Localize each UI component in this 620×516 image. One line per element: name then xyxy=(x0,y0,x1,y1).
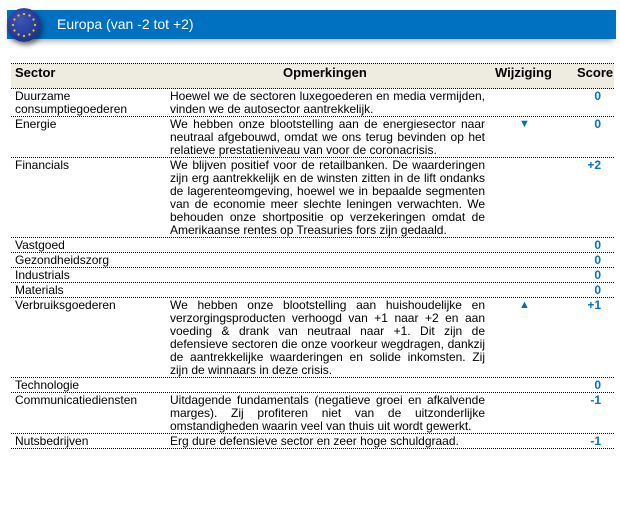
remarks-cell xyxy=(170,238,485,252)
eu-star-icon xyxy=(13,18,15,20)
table-row xyxy=(11,298,614,378)
eu-star-icon xyxy=(17,14,19,16)
table-row xyxy=(11,89,614,117)
remarks-cell xyxy=(170,253,485,267)
remarks-cell: We blijven positief voor de retailbanken. De waarderingen zijn erg aantrekkelijk en de winsten zitten in de lift ondanks de lagerenteomgeving, hoewel we in bepaalde segmenten van de economie meer slechte leningen verwachten. We behouden onze shortpositie op verzekeringen omdat de Amerikaanse rentes op Treasuries fors zijn gedaald. xyxy=(170,158,485,237)
table-row xyxy=(11,158,614,238)
table-header-row xyxy=(11,63,614,89)
score-cell: 0 xyxy=(594,117,601,131)
remarks-cell: Uitdagende fundamentals (negatieve groei en afkalvende marges). Zij profiteren niet van de uitzonderlijke omstandigheden waarin veel van thuis uit wordt gewerkt. xyxy=(170,393,485,433)
table-row xyxy=(11,378,614,393)
score-cell: 0 xyxy=(594,253,601,267)
sector-cell: Energie xyxy=(15,117,57,131)
eu-star-icon xyxy=(17,33,19,35)
sector-cell: Technologie xyxy=(15,378,80,392)
arrow-down-icon: ▼ xyxy=(519,118,530,130)
region-title: Europa (van -2 tot +2) xyxy=(57,16,194,32)
table-row xyxy=(11,117,614,158)
eu-star-icon xyxy=(28,33,30,35)
eu-star-icon xyxy=(13,29,15,31)
eu-star-icon xyxy=(28,14,30,16)
score-cell: +1 xyxy=(587,298,601,312)
remarks-cell xyxy=(170,283,485,297)
score-cell: 0 xyxy=(594,268,601,282)
sector-cell: Nutsbedrijven xyxy=(15,434,89,448)
table-row xyxy=(11,268,614,283)
remarks-cell: We hebben onze blootstelling aan huishoudelijke en verzorgingsproducten verhoogd van +1 naar +2 en aan voeding & drank van neutraal naar +1. Dit zijn de defensieve sectoren die onze voorkeur wegdragen, dankzij de aantrekkelijke waarderingen en solide inkomsten. Zij zijn de winnaars in deze crisis. xyxy=(170,298,485,377)
sector-cell: Vastgoed xyxy=(15,238,65,252)
table-row xyxy=(11,238,614,253)
arrow-up-icon: ▲ xyxy=(519,299,530,311)
sector-cell: Materials xyxy=(15,283,64,297)
remarks-cell: We hebben onze blootstelling aan de energiesector naar neutraal afgebouwd, omdat we ons terug bevinden op het relatieve prestatieniveau van voor de coronacrisis. xyxy=(170,117,485,157)
score-cell: -1 xyxy=(590,393,601,407)
eu-star-icon xyxy=(23,35,25,37)
eu-flag-icon xyxy=(7,8,41,42)
score-cell: 0 xyxy=(594,238,601,252)
column-header-remarks: Opmerkingen xyxy=(283,65,367,80)
eu-star-icon xyxy=(23,13,25,15)
sector-cell: Verbruiksgoederen xyxy=(15,298,116,312)
sector-table xyxy=(11,63,614,449)
sector-cell: Gezondheidszorg xyxy=(15,253,110,267)
sector-cell: Duurzame consumptiegoederen xyxy=(15,89,128,116)
score-cell: 0 xyxy=(594,89,601,103)
score-cell: 0 xyxy=(594,378,601,392)
score-cell: +2 xyxy=(587,158,601,172)
eu-star-icon xyxy=(32,18,34,20)
column-header-score: Score xyxy=(577,65,614,80)
score-cell: 0 xyxy=(594,283,601,297)
table-row xyxy=(11,253,614,268)
eu-star-icon xyxy=(32,29,34,31)
remarks-cell xyxy=(170,378,485,392)
sector-cell: Financials xyxy=(15,158,70,172)
table-row xyxy=(11,393,614,434)
remarks-cell xyxy=(170,268,485,282)
sector-cell: Industrials xyxy=(15,268,70,282)
column-header-sector: Sector xyxy=(15,65,56,80)
table-row xyxy=(11,434,614,449)
score-cell: -1 xyxy=(590,434,601,448)
eu-star-icon xyxy=(12,24,14,26)
remarks-cell: Hoewel we de sectoren luxegoederen en media vermijden, vinden we de autosector aantrekkelijk. xyxy=(170,89,485,116)
eu-star-icon xyxy=(34,24,36,26)
region-header-bar xyxy=(7,10,616,39)
sector-cell: Communicatiediensten xyxy=(15,393,138,407)
table-body xyxy=(11,89,614,449)
table-row xyxy=(11,283,614,298)
column-header-change: Wijziging xyxy=(495,65,552,80)
remarks-cell: Erg dure defensieve sector en zeer hoge schuldgraad. xyxy=(170,434,459,448)
